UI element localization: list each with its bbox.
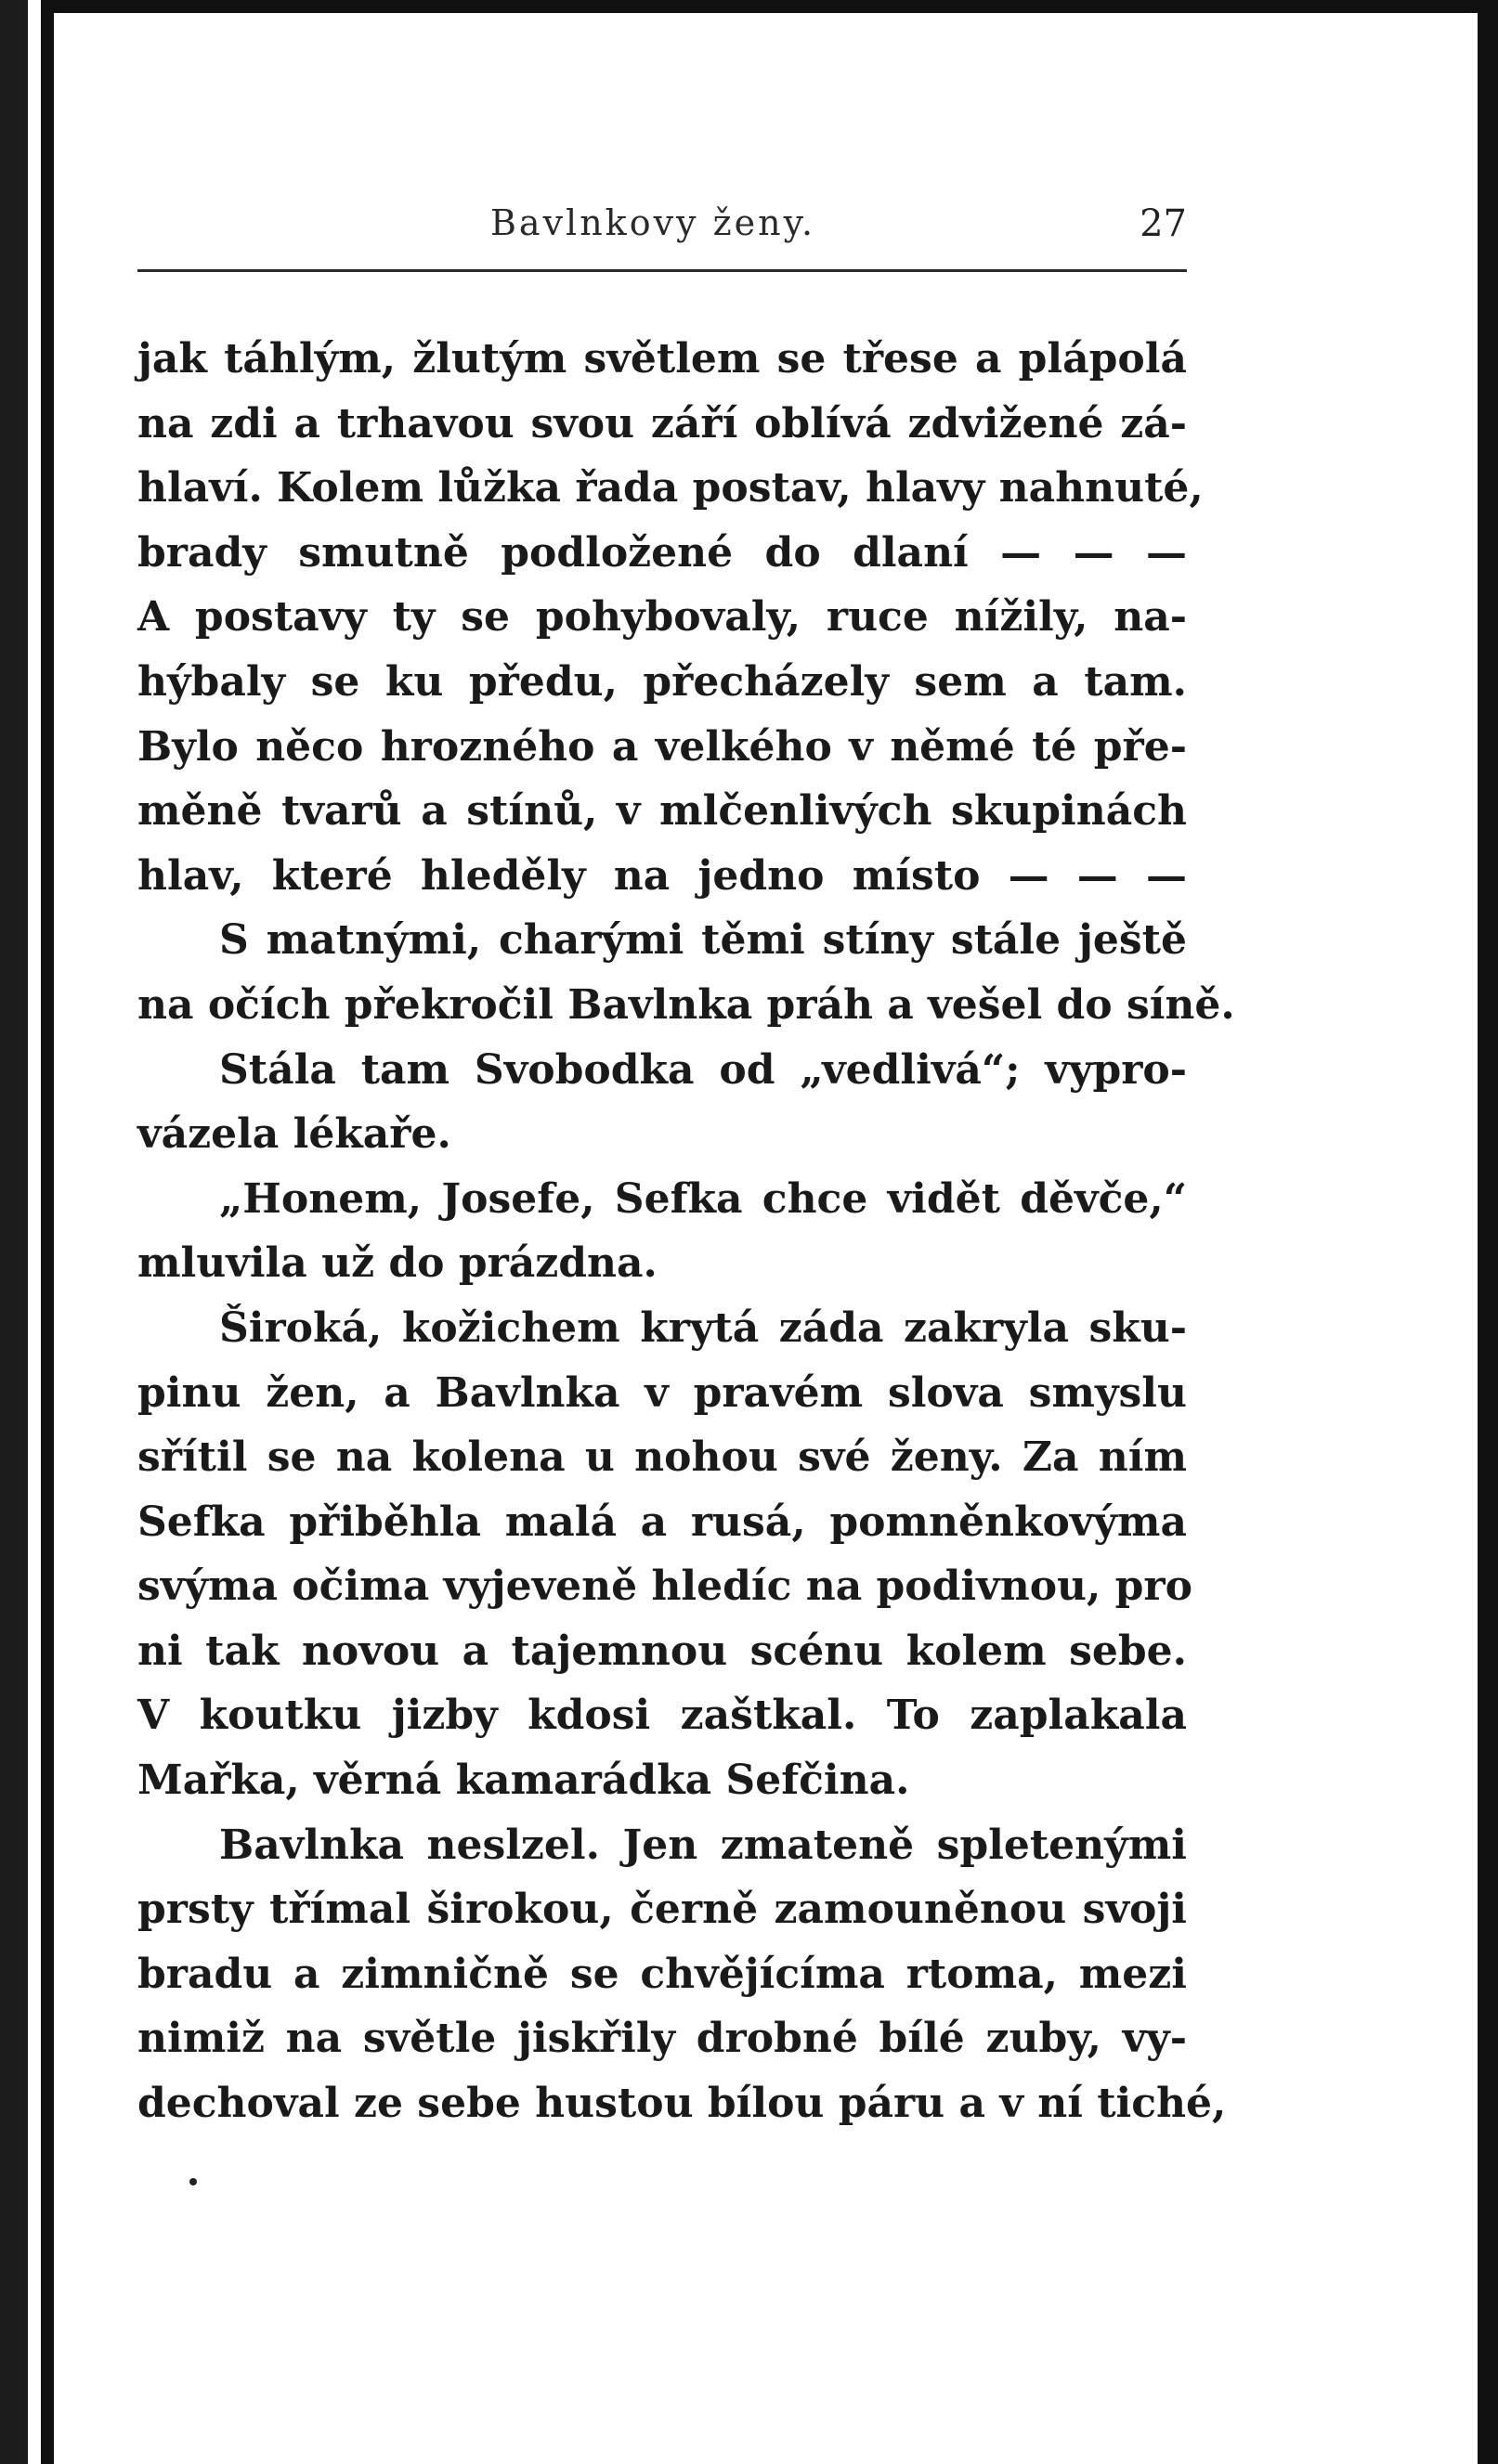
text-line: Sefka přiběhla malá a rusá, pomněnkovýma: [137, 1498, 1187, 1546]
text-line: V koutku jizby kdosi zaštkal. To zaplakala: [137, 1692, 1187, 1740]
text-line: ni tak novou a tajemnou scénu kolem sebe.: [137, 1627, 1187, 1675]
scan-border-left: [0, 0, 54, 2464]
body-text: [137, 327, 1235, 2136]
scan-border-top: [0, 0, 1498, 13]
text-line: A postavy ty se pohybovaly, ruce nížily, na-: [137, 593, 1187, 642]
text-line: svýma očima vyjeveně hledíc na podivnou, pro: [137, 1563, 1192, 1611]
text-line: nimiž na světle jiskřily drobné bílé zuby, vy-: [137, 2015, 1187, 2063]
text-line: vázela lékaře.: [137, 1110, 451, 1159]
text-line: bradu a zimničně se chvějícíma rtoma, mezi: [137, 1950, 1187, 1998]
text-line: pinu žen, a Bavlnka v pravém slova smyslu: [137, 1368, 1187, 1417]
text-line: Bylo něco hrozného a velkého v němé té pře-: [137, 722, 1187, 771]
text-line: sřítil se na kolena u nohou své ženy. Za ním: [137, 1433, 1187, 1482]
text-line: na zdi a trhavou svou září oblívá zdvižené zá-: [137, 399, 1187, 447]
text-line: prsty třímal širokou, černě zamouněnou svoji: [137, 1886, 1187, 1934]
page-number: 27: [1140, 202, 1187, 245]
paragraph-start-line: Široká, kožichem krytá záda zakryla sku-: [219, 1303, 1187, 1352]
text-line: jak táhlým, žlutým světlem se třese a plápolá: [137, 335, 1187, 383]
running-title: Bavlnkovy ženy.: [490, 202, 816, 243]
page-header: [137, 202, 1187, 258]
text-line: hlaví. Kolem lůžka řada postav, hlavy nahnuté,: [137, 464, 1204, 512]
scan-border-left-edge: [0, 0, 28, 2464]
paragraph-start-line: S matnými, charými těmi stíny stále ještě: [219, 916, 1187, 965]
text-line: mluvila už do prázdna.: [137, 1239, 658, 1288]
paragraph-start-line: „Honem, Josefe, Sefka chce vidět děvče,“: [219, 1174, 1187, 1223]
text-line: hlav, které hleděly na jedno místo — — —: [137, 851, 1187, 900]
scan-border-right: [1478, 0, 1498, 2464]
text-line: na očích překročil Bavlnka práh a vešel do síně.: [137, 980, 1235, 1029]
text-line: Mařka, věrná kamarádka Sefčina.: [137, 1757, 910, 1805]
paragraph-start-line: Bavlnka neslzel. Jen zmateně spletenými: [219, 1821, 1187, 1869]
text-line: brady smutně podložené do dlaní — — —: [137, 528, 1187, 577]
text-line: měně tvarů a stínů, v mlčenlivých skupinách: [137, 787, 1187, 836]
text-line: dechoval ze sebe hustou bílou páru a v ní tiché,: [137, 2080, 1227, 2128]
header-rule: [137, 269, 1187, 272]
text-line: hýbaly se ku předu, přecházely sem a tam.: [137, 657, 1187, 706]
paragraph-start-line: Stála tam Svobodka od „vedlivá“; vypro-: [219, 1045, 1187, 1094]
ink-speck: [189, 2178, 197, 2185]
